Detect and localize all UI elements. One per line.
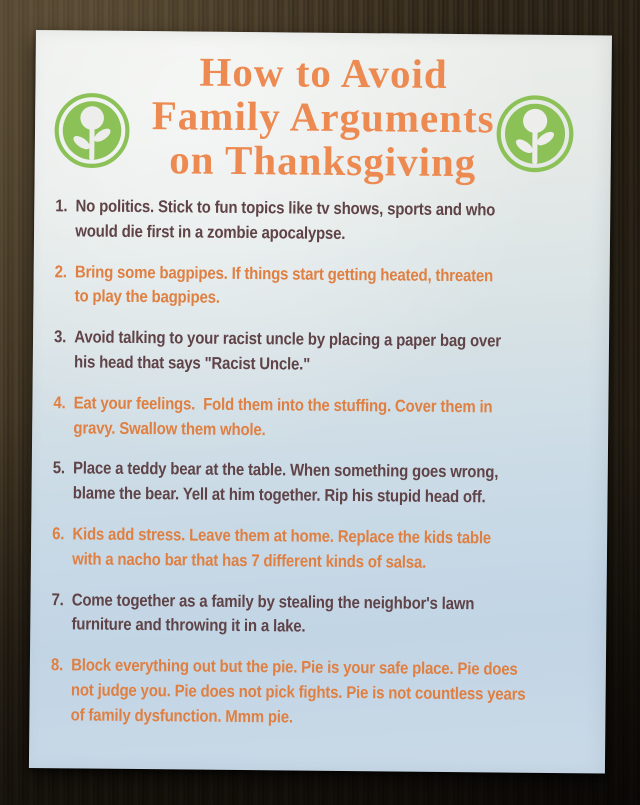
list-item-5 — [52, 457, 541, 511]
item-number: 6. — [52, 524, 65, 544]
list-item-1 — [55, 194, 544, 248]
list-item-4 — [53, 391, 542, 445]
item-number: 3. — [53, 327, 67, 347]
item-text: Place a teddy bear at the table. When something goes wrong, blame the bear. Yell at him together. Rip his stupid head off. — [72, 458, 499, 507]
item-text: Block everything out but the pie. Pie is your safe place. Pie does not judge you. Pie does not pick fights. Pie is not countless years of family dysfunction. Mmm pie. — [70, 655, 526, 727]
item-text: Avoid talking to your racist uncle by placing a paper bag over his head that says "Racist Uncle." — [73, 327, 502, 374]
item-text: Eat your feelings. Fold them into the stuffing. Cover them in gravy. Swallow them whole. — [73, 393, 493, 439]
list-item-6 — [52, 522, 541, 576]
list-item-3 — [54, 325, 543, 379]
list-item-2 — [54, 260, 543, 314]
item-number: 5. — [52, 458, 66, 478]
flyer-header — [35, 48, 612, 186]
flyer-title: How to Avoid Family Arguments on Thanksgiving — [151, 48, 495, 186]
item-text: Bring some bagpipes. If things start getting heated, threaten to play the bagpipes. — [74, 261, 494, 308]
item-text: Kids add stress. Leave them at home. Replace the kids table with a nacho bar that has 7 different kinds of salsa. — [72, 524, 492, 572]
list-item-7 — [51, 588, 540, 642]
item-number: 4. — [53, 392, 66, 413]
item-number: 1. — [55, 196, 68, 216]
item-number: 2. — [54, 261, 67, 281]
tips-list — [50, 194, 610, 733]
item-text: Come together as a family by stealing the neighbor's lawn furniture and throwing it in a lake. — [71, 589, 475, 636]
list-item-8 — [50, 653, 539, 732]
flower-logo-icon — [54, 92, 131, 169]
item-text: No politics. Stick to fun topics like tv shows, sports and who would die first in a zombie apocalypse. — [75, 196, 496, 243]
item-number: 7. — [51, 589, 64, 609]
thanksgiving-flyer — [29, 30, 612, 773]
item-number: 8. — [50, 655, 64, 675]
flower-logo-icon — [496, 94, 575, 173]
